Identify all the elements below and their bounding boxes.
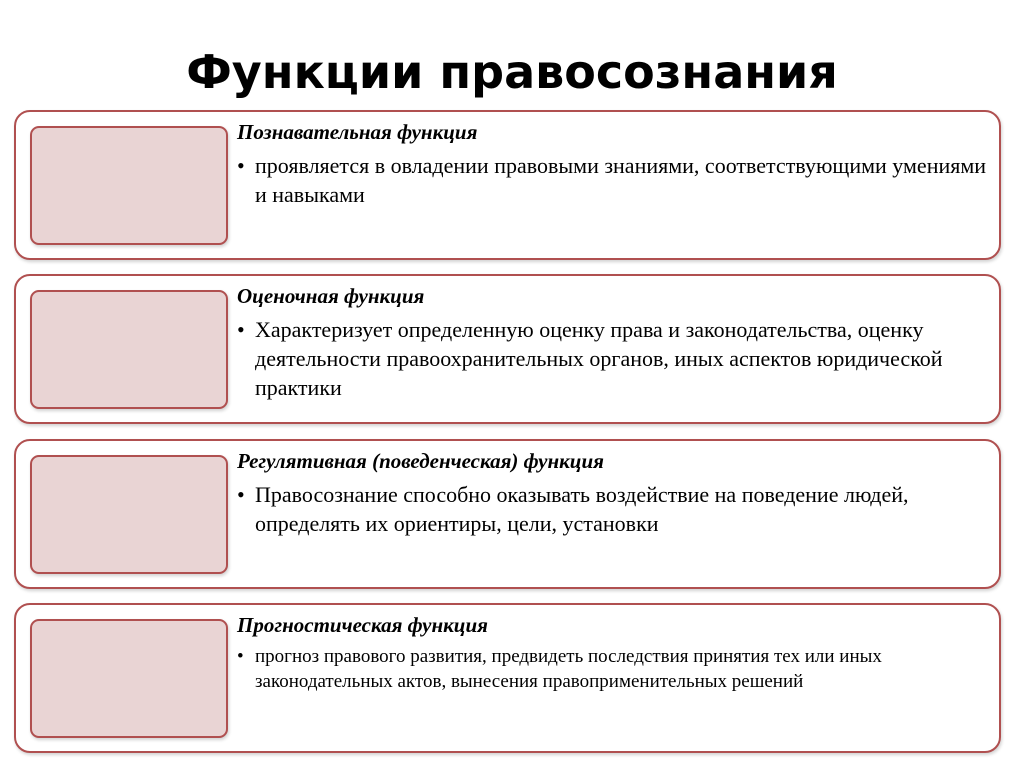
block-color-swatch [30, 455, 228, 574]
block-color-swatch [30, 290, 228, 409]
bullet-text: проявляется в овладении правовыми знаниями, соответствующими умениями и навыками [255, 153, 987, 207]
block-color-swatch [30, 126, 228, 245]
bullet-mark: • [237, 317, 245, 342]
function-block-cognitive [14, 110, 1001, 260]
block-heading: Прогностическая функция [237, 613, 488, 637]
block-content [237, 448, 997, 538]
bullet-mark: • [237, 153, 245, 178]
bullet-item [237, 315, 997, 402]
bullet-item [237, 151, 997, 209]
block-content [237, 612, 997, 694]
block-heading: Регулятивная (поведенческая) функция [237, 449, 604, 473]
bullet-mark: • [237, 646, 244, 667]
block-content [237, 283, 997, 402]
function-block-prognostic [14, 603, 1001, 753]
page-title: Функции правосознания [186, 45, 838, 99]
bullet-item [237, 644, 997, 694]
function-block-evaluative [14, 274, 1001, 424]
block-heading: Познавательная функция [237, 120, 478, 144]
bullet-item [237, 480, 997, 538]
block-heading: Оценочная функция [237, 284, 425, 308]
bullet-text: Правосознание способно оказывать воздействие на поведение людей, определять их ориентиры, цели, установки [255, 482, 909, 536]
bullet-text: Характеризует определенную оценку права и законодательства, оценку деятельности правоохранительных органов, иных аспектов юридической практики [255, 317, 943, 400]
block-color-swatch [30, 619, 228, 738]
function-block-regulative [14, 439, 1001, 589]
bullet-mark: • [237, 482, 245, 507]
bullet-text: прогноз правового развития, предвидеть последствия принятия тех или иных законодательных актов, вынесения правоприменительных решений [255, 646, 882, 692]
block-content [237, 119, 997, 209]
